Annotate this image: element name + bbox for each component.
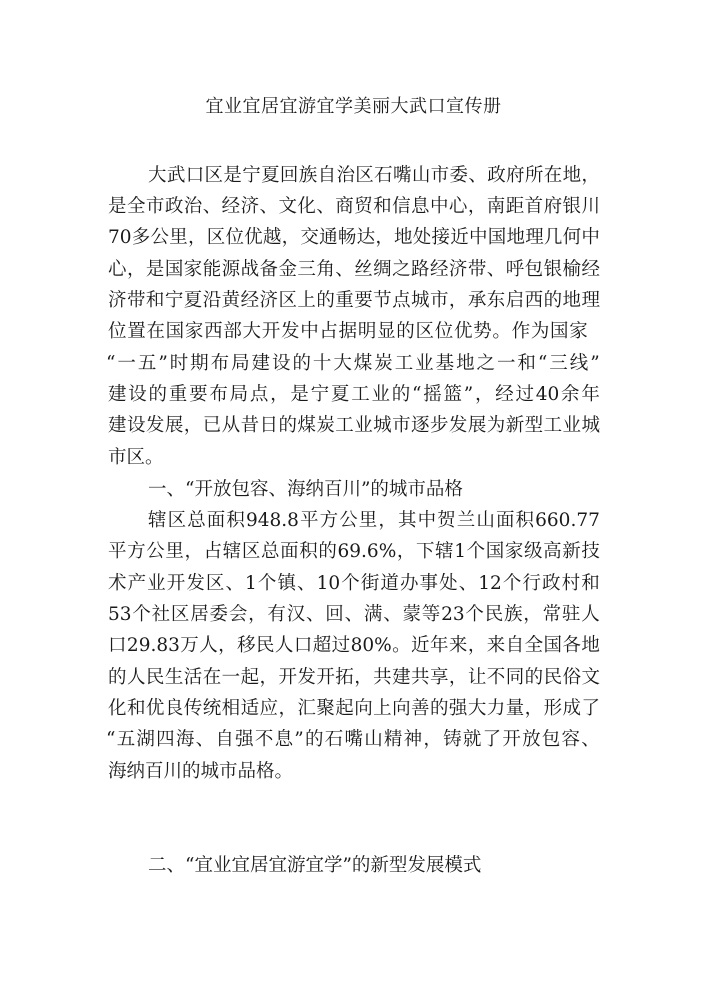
intro-line-4: 心 ， 是 国 家 能 源 战 备 金 三 角 、 丝 绸 之 路 经 济 带 、 呼 包 银 榆 经	[108, 259, 600, 280]
intro-line-6: 位 置 在 国 家 西 部 大 开 发 中 占 据 明 显 的 区 位 优 势 。 作 为 国 家	[108, 321, 588, 342]
section1-line-3: 术 产 业 开 发 区 、 1 个 镇 、 10 个 街 道 办 事 处 、 12 个 行 政 村 和	[108, 573, 600, 594]
section1-line-9: 海纳百川的城市品格。	[108, 761, 294, 782]
document-title: 宜业宜居宜游宜学美丽大武口宣传册	[205, 96, 502, 117]
section1-line-4: 53 个 社 区 居 委 会 ， 有 汉 、 回 、 满 、 蒙 等 23 个 民 族 ， 常 驻 人	[108, 604, 600, 625]
intro-line-2: 是 全 市 政 治 、 经 济 、 文 化 、 商 贸 和 信 息 中 心 ， 南 距 首 府 银 川	[108, 196, 600, 217]
section1-line-6: 的 人 民 生 活 在 一 起 ， 开 发 开 拓 ， 共 建 共 享 ， 让 不 同 的 民 俗 文	[108, 667, 600, 688]
intro-line-5: 济 带 和 宁 夏 沿 黄 经 济 区 上 的 重 要 节 点 城 市 ， 承 东 启 西 的 地 理	[108, 290, 600, 311]
intro-line-3: 70 多 公 里 ， 区 位 优 越 ， 交 通 畅 达 ， 地 处 接 近 中 国 地 理 几 何 中	[108, 227, 600, 248]
intro-line-7: “ 一 五 ” 时 期 布 局 建 设 的 十 大 煤 炭 工 业 基 地 之 一 和 “ 三 线 ”	[106, 353, 600, 374]
section1-line-2: 平 方 公 里 ， 占 辖 区 总 面 积 的 69.6% ， 下 辖 1 个 国 家 级 高 新 技	[108, 541, 600, 562]
intro-line-9: 建 设 发 展 ， 已 从 昔 日 的 煤 炭 工 业 城 市 逐 步 发 展 为 新 型 工 业 城	[108, 415, 600, 436]
section1-line-7: 化 和 优 良 传 统 相 适 应 ， 汇 聚 起 向 上 向 善 的 强 大 力 量 ， 形 成 了	[108, 698, 600, 719]
section1-line-8: “ 五 湖 四 海 、 自 强 不 息 ” 的 石 嘴 山 精 神 ， 铸 就 了 开 放 包 容 、	[106, 729, 600, 750]
intro-line-1: 大 武 口 区 是 宁 夏 回 族 自 治 区 石 嘴 山 市 委 、 政 府 所 在 地 ，	[148, 165, 600, 186]
section1-line-1: 辖 区 总 面 积 948.8 平 方 公 里 ， 其 中 贺 兰 山 面 积 660.77	[148, 510, 600, 531]
intro-line-8: 建 设 的 重 要 布 局 点 ， 是 宁 夏 工 业 的 “ 摇 篮 ” ， 经 过 40 余 年	[108, 384, 600, 405]
section1-line-5: 口 29.83 万 人 ， 移 民 人 口 超 过 80% 。 近 年 来 ， 来 自 全 国 各 地	[108, 635, 600, 656]
section2-heading: 二、“宜业宜居宜游宜学”的新型发展模式	[148, 855, 482, 876]
intro-line-10: 市区。	[108, 447, 164, 468]
section1-heading: 一、“开放包容、海纳百川”的城市品格	[148, 479, 463, 500]
